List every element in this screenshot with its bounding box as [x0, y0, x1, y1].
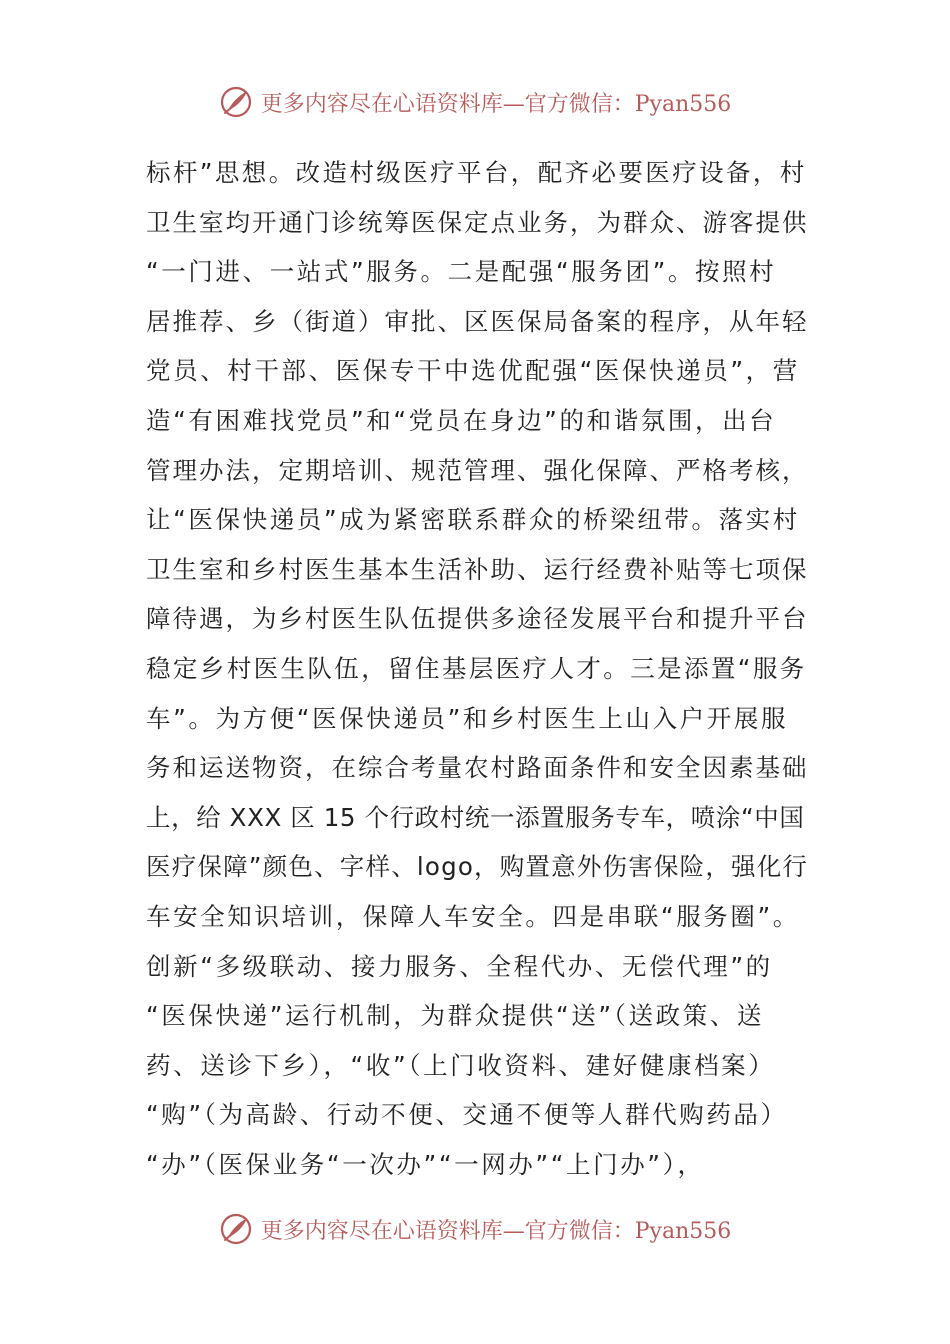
text-line: “办”（医保业务“一次办”“一网办”“上门办”）， [146, 1149, 705, 1179]
body-text [146, 148, 809, 1189]
text-line: 管理办法，定期培训、规范管理、强化保障、严格考核， [146, 455, 809, 485]
text-line: “购”（为高龄、行动不便、交通不便等人群代购药品） [146, 1100, 788, 1130]
text-line: 药、送诊下乡），“收”（上门收资料、建好健康档案） [146, 1050, 776, 1080]
quill-pen-logo-icon [219, 1212, 253, 1246]
text-line: “一门进、一站式”服务。二是配强“服务团”。按照村 [146, 257, 777, 287]
footer-banner-text: 更多内容尽在心语资料库—官方微信：Pyan556 [260, 1218, 732, 1244]
text-line: 务和运送物资，在综合考量农村路面条件和安全因素基础 [146, 753, 809, 783]
text-line: “医保快递”运行机制，为群众提供“送”（送政策、送 [146, 1001, 765, 1031]
text-line: 车安全知识培训，保障人车安全。四是串联“服务圈”。 [146, 901, 800, 931]
text-line: 医疗保障”颜色、字样、logo，购置意外伤害保险，强化行 [146, 852, 809, 882]
text-line: 卫生室均开通门诊统筹医保定点业务，为群众、游客提供 [146, 207, 809, 237]
text-line: 障待遇，为乡村医生队伍提供多途径发展平台和提升平台 [146, 604, 809, 634]
text-line: 卫生室和乡村医生基本生活补助、运行经费补贴等七项保 [146, 554, 809, 584]
text-line: 居推荐、乡（街道）审批、区医保局备案的程序，从年轻 [146, 306, 809, 336]
text-line: 车”。为方便“医保快递员”和乡村医生上山入户开展服 [146, 703, 789, 733]
header-banner-text: 更多内容尽在心语资料库—官方微信：Pyan556 [260, 91, 732, 117]
text-line: 标杆”思想。改造村级医疗平台，配齐必要医疗设备，村 [146, 158, 807, 187]
text-line: 创新“多级联动、接力服务、全程代办、无偿代理”的 [146, 951, 773, 981]
text-line: 让“医保快递员”成为紧密联系群众的桥梁纽带。落实村 [146, 505, 800, 535]
text-line: 党员、村干部、医保专干中选优配强“医保快递员”，营 [146, 356, 800, 386]
quill-pen-logo-icon [219, 85, 253, 119]
footer-banner[interactable] [0, 1209, 950, 1249]
text-line: 稳定乡村医生队伍，留住基层医疗人才。三是添置“服务 [146, 653, 807, 683]
header-banner[interactable] [0, 82, 950, 122]
text-line: 造“有困难找党员”和“党员在身边”的和谐氛围，出台 [146, 405, 777, 435]
text-line: 上，给 XXX 区 15 个行政村统一添置服务专车，喷涂“中国 [146, 802, 805, 832]
